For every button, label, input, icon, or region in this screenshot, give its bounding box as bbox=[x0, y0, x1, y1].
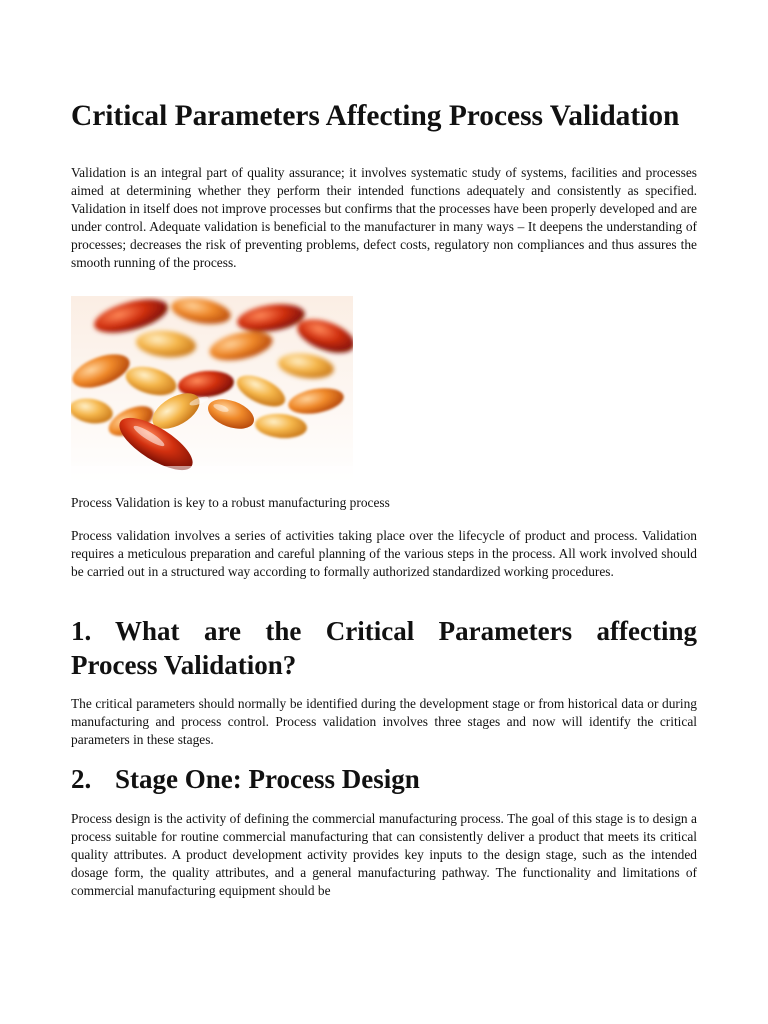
image-caption: Process Validation is key to a robust manufacturing process bbox=[71, 495, 390, 510]
section-2-heading bbox=[71, 762, 697, 796]
section-1-title: What are the Critical Parameters affecting Process Validation? bbox=[71, 616, 697, 680]
section-2-paragraph: Process design is the activity of defining the commercial manufacturing process. The goal of this stage is to design a process suitable for routine commercial manufacturing that can consistently deliver a product that meets its critical quality attributes. A product development activity provides key inputs to the design stage, such as the intended dosage form, the quality attributes, and a general manufacturing pathway. The functionality and limitations of commercial manufacturing equipment should be bbox=[71, 811, 697, 898]
page-title: Critical Parameters Affecting Process Validation bbox=[71, 100, 680, 132]
process-validation-paragraph: Process validation involves a series of activities taking place over the lifecycle of product and process. Validation requires a meticulous preparation and careful planning of the various steps in the process. All work involved should be carried out in a structured way according to formally authorized standardized working procedures. bbox=[71, 528, 697, 579]
section-1-heading bbox=[71, 614, 697, 682]
intro-paragraph: Validation is an integral part of quality assurance; it involves systematic study of systems, facilities and processes aimed at determining whether they perform their intended functions adequately and consistently as specified. Validation in itself does not improve processes but confirms that the processes have been properly developed and are under control. Adequate validation is beneficial to the manufacturer in many ways – It deepens the understanding of processes; decreases the risk of preventing problems, defect costs, regulatory non compliances and thus assures the smooth running of the process. bbox=[71, 165, 697, 270]
section-1-number: 1. bbox=[71, 616, 92, 646]
capsules-photo bbox=[71, 296, 353, 489]
section-2-number: 2. bbox=[71, 764, 92, 794]
capsules-illustration bbox=[71, 296, 353, 489]
section-1-paragraph: The critical parameters should normally be identified during the development stage or from historical data or during manufacturing and process control. Process validation involves three stages and now will identify the critical parameters in these stages. bbox=[71, 696, 697, 747]
section-2-title: Stage One: Process Design bbox=[115, 764, 420, 794]
